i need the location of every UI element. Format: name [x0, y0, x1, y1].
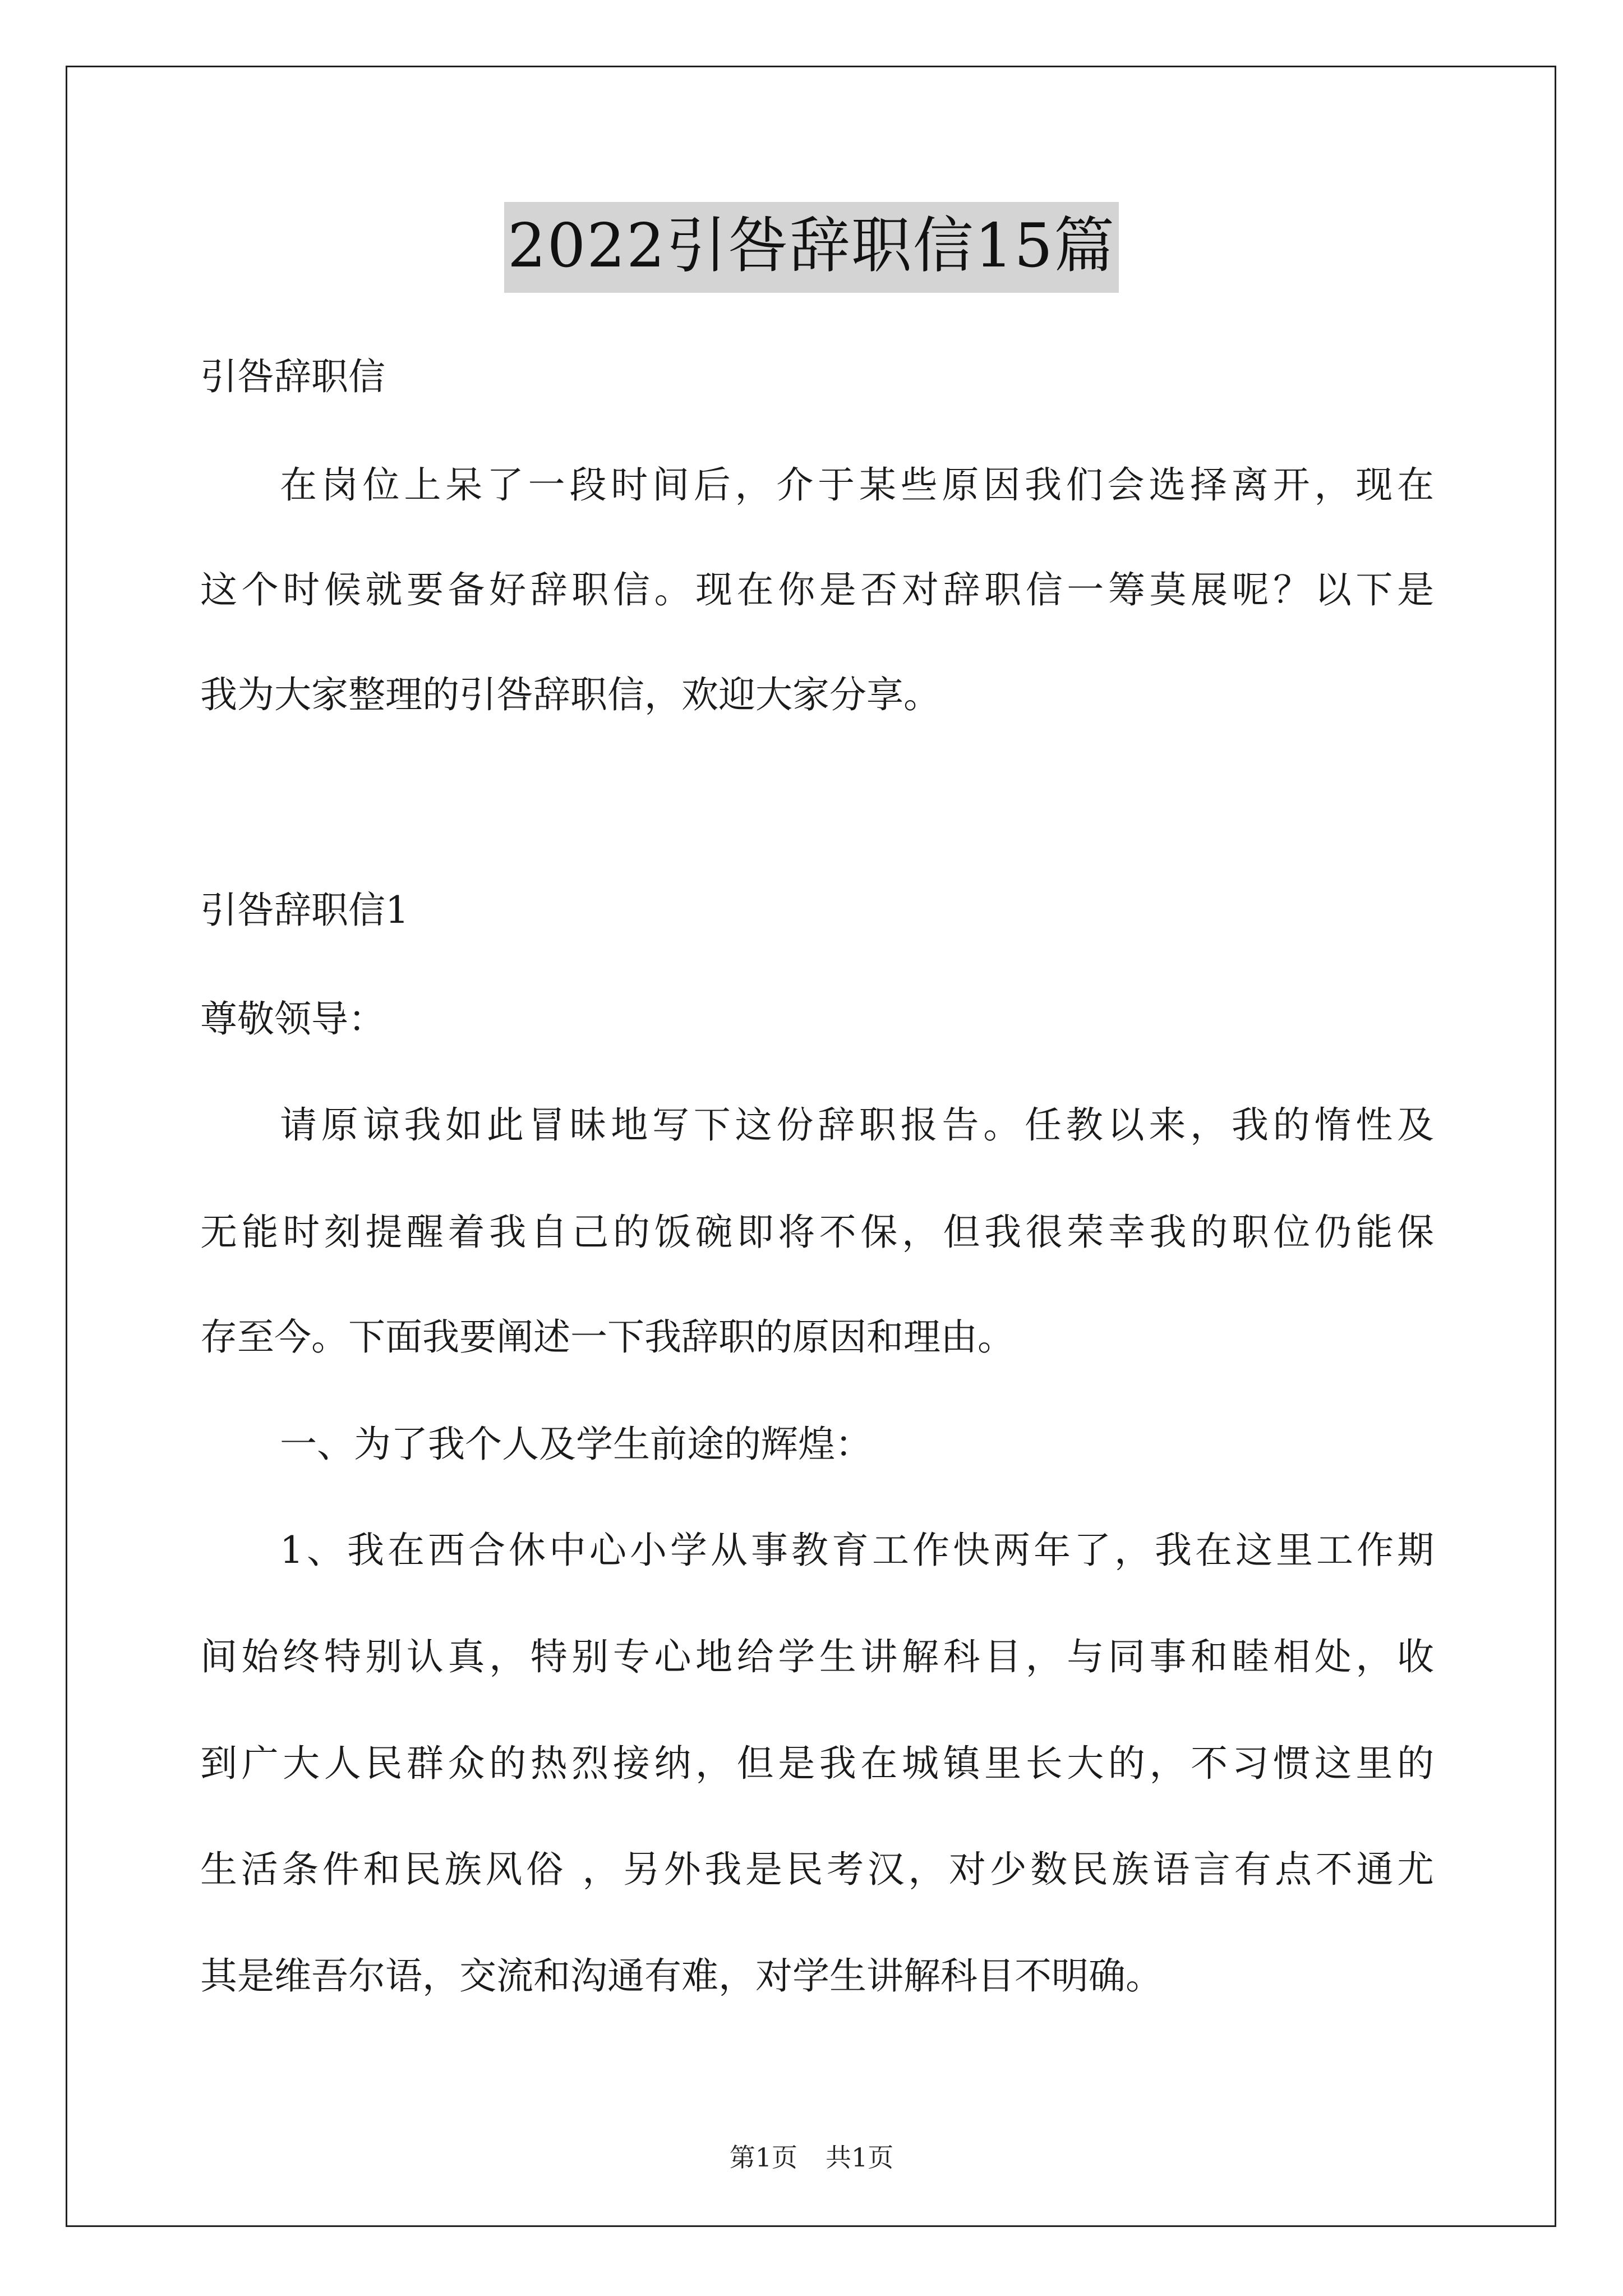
letter1-point1-line-3: 到广大人民群众的热烈接纳，但是我在城镇里长大的，不习惯这里的	[200, 1742, 1434, 1785]
intro-line-1: 在岗位上呆了一段时间后，介于某些原因我们会选择离开，现在	[280, 463, 1434, 507]
letter1-point1-line-5: 其是维吾尔语，交流和沟通有难，对学生讲解科目不明确。	[200, 1954, 1163, 1998]
letter1-para1-line-1: 请原谅我如此冒昧地写下这份辞职报告。任教以来，我的惰性及	[280, 1103, 1434, 1147]
intro-line-3: 我为大家整理的引咎辞职信，欢迎大家分享。	[200, 673, 940, 716]
letter1-para1-line-2: 无能时刻提醒着我自己的饭碗即将不保，但我很荣幸我的职位仍能保	[200, 1211, 1434, 1254]
intro-line-2: 这个时候就要备好辞职信。现在你是否对辞职信一筹莫展呢？以下是	[200, 568, 1434, 611]
letter1-salutation: 尊敬领导：	[200, 997, 385, 1041]
letter1-point1-line-1: 1、我在西合休中心小学从事教育工作快两年了，我在这里工作期	[280, 1529, 1434, 1572]
page-total: 共1页	[826, 2142, 894, 2173]
page-number: 第1页	[729, 2142, 797, 2173]
document-title: 2022引咎辞职信15篇	[504, 202, 1119, 293]
letter1-point1-line-4: 生活条件和民族风俗 ，另外我是民考汉，对少数民族语言有点不通尤	[200, 1848, 1434, 1891]
letter1-point1-line-2: 间始终特别认真，特别专心地给学生讲解科目，与同事和睦相处，收	[200, 1635, 1434, 1678]
intro-heading: 引咎辞职信	[200, 355, 385, 398]
letter1-section1-heading: 一、为了我个人及学生前途的辉煌：	[280, 1423, 872, 1466]
letter1-heading: 引咎辞职信1	[200, 889, 409, 932]
letter1-para1-line-3: 存至今。下面我要阐述一下我辞职的原因和理由。	[200, 1315, 1015, 1359]
page-footer	[0, 2142, 1623, 2173]
title-container	[0, 202, 1623, 293]
